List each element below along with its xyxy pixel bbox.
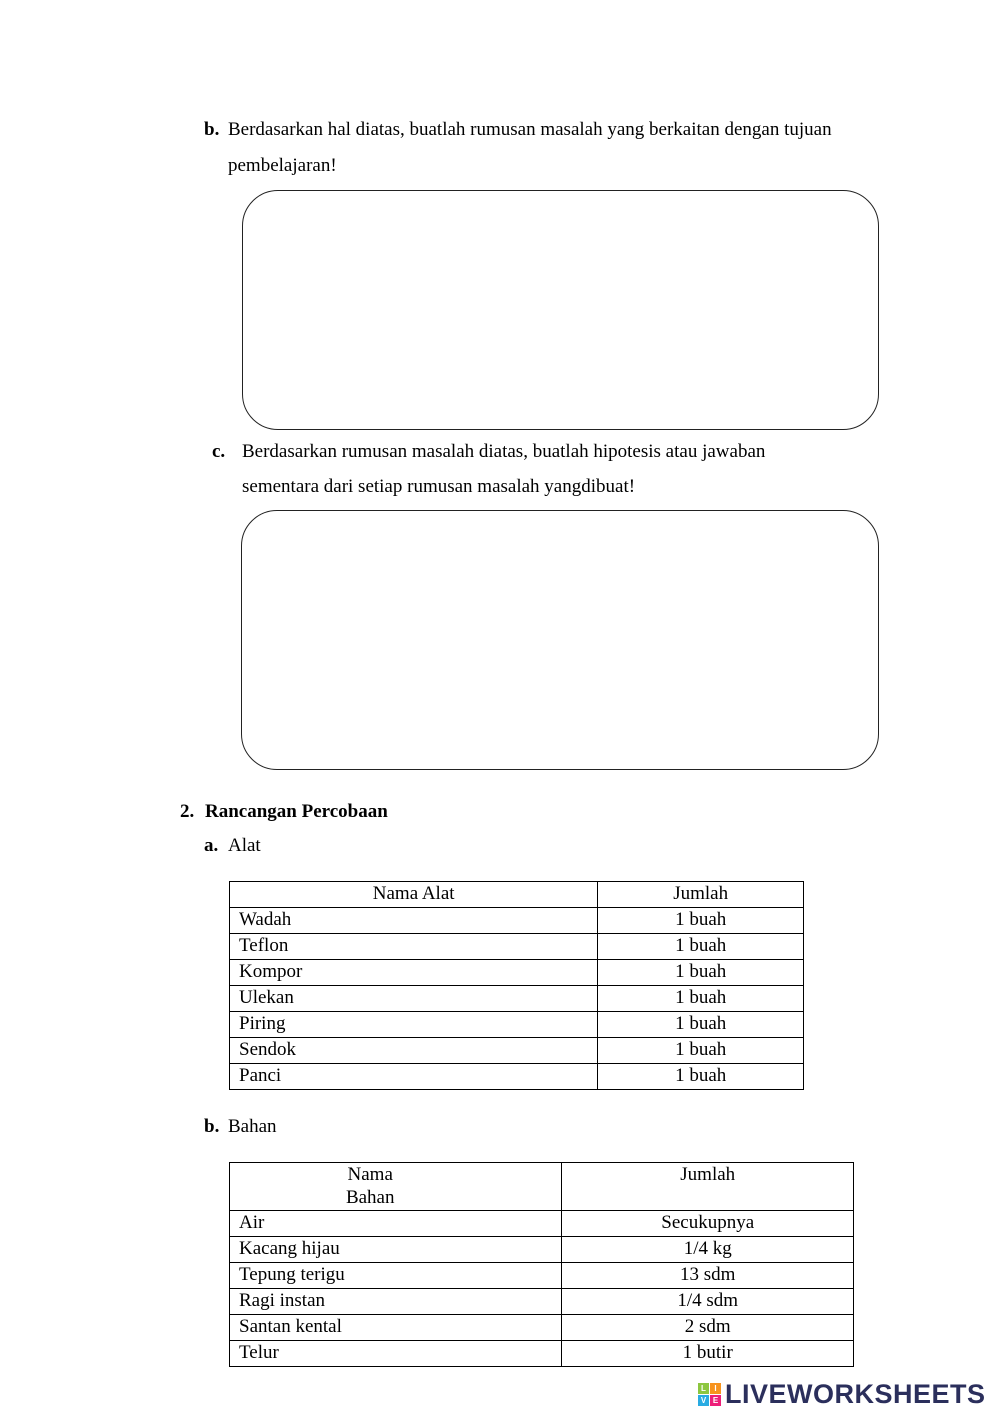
alat-cell-qty: 1 buah	[598, 986, 804, 1012]
section-b-question-line1: Berdasarkan hal diatas, buatlah rumusan masalah yang berkaitan dengan tujuan	[228, 119, 832, 140]
answer-box-b[interactable]	[242, 190, 879, 430]
alat-table	[229, 881, 804, 1090]
alat-header-qty: Jumlah	[598, 882, 804, 908]
section-c-question-line1: Berdasarkan rumusan masalah diatas, buatlah hipotesis atau jawaban	[242, 441, 766, 462]
table-row	[230, 1064, 804, 1090]
bahan-cell-name: Kacang hijau	[230, 1237, 562, 1263]
bahan-cell-qty: 2 sdm	[562, 1315, 854, 1341]
logo-mark-letter: E	[710, 1395, 721, 1406]
table-row	[230, 882, 804, 908]
bahan-cell-qty: 1/4 kg	[562, 1237, 854, 1263]
alat-cell-name: Kompor	[230, 960, 598, 986]
bahan-cell-qty: 1/4 sdm	[562, 1289, 854, 1315]
table-row	[230, 1315, 854, 1341]
alat-cell-qty: 1 buah	[598, 908, 804, 934]
liveworksheets-logo-icon	[698, 1383, 721, 1406]
bahan-header-name-line2: Bahan	[345, 1187, 395, 1208]
section-2-title: Rancangan Percobaan	[205, 801, 388, 822]
alat-cell-name: Panci	[230, 1064, 598, 1090]
table-row	[230, 934, 804, 960]
answer-box-c[interactable]	[241, 510, 879, 770]
bahan-cell-name: Santan kental	[230, 1315, 562, 1341]
bahan-cell-name: Telur	[230, 1341, 562, 1367]
table-row	[230, 986, 804, 1012]
bahan-table	[229, 1162, 854, 1367]
bahan-cell-name: Air	[230, 1211, 562, 1237]
section-c-question-line2: sementara dari setiap rumusan masalah yangdibuat!	[242, 476, 636, 497]
table-row	[230, 1163, 854, 1211]
alat-cell-name: Ulekan	[230, 986, 598, 1012]
alat-cell-name: Piring	[230, 1012, 598, 1038]
alat-cell-name: Teflon	[230, 934, 598, 960]
table-row	[230, 1341, 854, 1367]
bahan-cell-name: Ragi instan	[230, 1289, 562, 1315]
alat-cell-qty: 1 buah	[598, 1038, 804, 1064]
table-row	[230, 1038, 804, 1064]
logo-mark-letter: L	[698, 1383, 709, 1394]
table-row	[230, 1012, 804, 1038]
bahan-header-name	[230, 1163, 562, 1211]
table-row	[230, 1289, 854, 1315]
table-row	[230, 960, 804, 986]
alat-cell-qty: 1 buah	[598, 934, 804, 960]
table-row	[230, 908, 804, 934]
section-c-label: c.	[212, 441, 226, 462]
section-b-label: b.	[204, 119, 220, 140]
alat-title: Alat	[228, 835, 261, 856]
liveworksheets-logo-text: LIVEWORKSHEETS	[725, 1378, 986, 1409]
alat-cell-qty: 1 buah	[598, 1012, 804, 1038]
table-row	[230, 1263, 854, 1289]
bahan-cell-name: Tepung terigu	[230, 1263, 562, 1289]
logo-mark-letter: V	[698, 1395, 709, 1406]
section-2-number: 2.	[180, 801, 195, 822]
bahan-header-qty: Jumlah	[562, 1163, 854, 1211]
section-b-question-line2: pembelajaran!	[228, 155, 337, 176]
alat-cell-qty: 1 buah	[598, 960, 804, 986]
alat-header-name: Nama Alat	[230, 882, 598, 908]
alat-label: a.	[204, 835, 219, 856]
bahan-cell-qty: Secukupnya	[562, 1211, 854, 1237]
bahan-cell-qty: 13 sdm	[562, 1263, 854, 1289]
bahan-cell-qty: 1 butir	[562, 1341, 854, 1367]
bahan-title: Bahan	[228, 1116, 277, 1137]
alat-cell-name: Sendok	[230, 1038, 598, 1064]
alat-cell-name: Wadah	[230, 908, 598, 934]
bahan-header-name-line1: Nama	[347, 1164, 393, 1185]
bahan-label: b.	[204, 1116, 220, 1137]
logo-mark-letter: I	[710, 1383, 721, 1394]
liveworksheets-logo	[698, 1378, 986, 1410]
table-row	[230, 1237, 854, 1263]
table-row	[230, 1211, 854, 1237]
alat-cell-qty: 1 buah	[598, 1064, 804, 1090]
